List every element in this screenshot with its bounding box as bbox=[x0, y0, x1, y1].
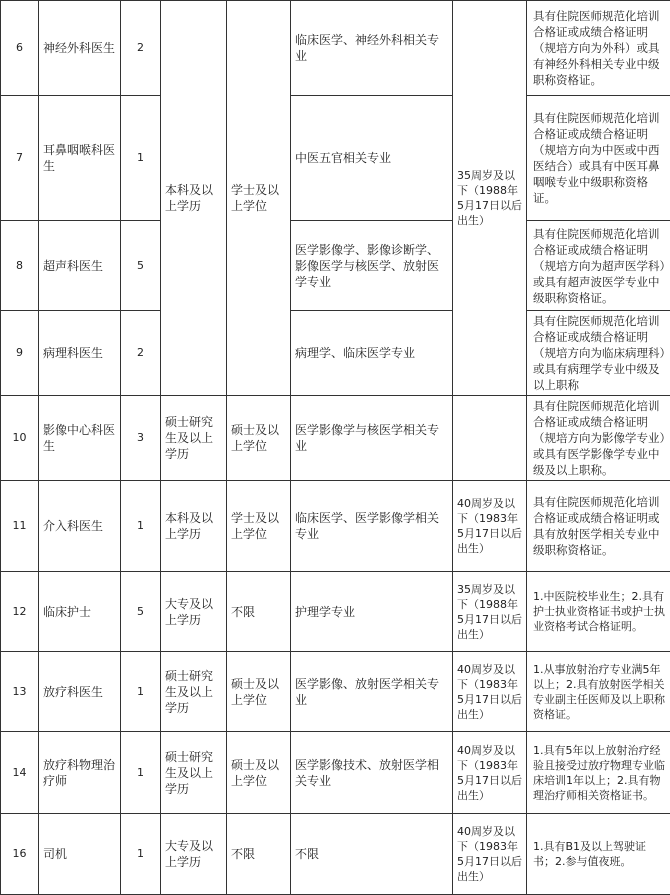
education-requirement: 硕士研究生及以上学历 bbox=[161, 652, 227, 732]
degree-requirement: 不限 bbox=[227, 572, 291, 652]
row-number: 10 bbox=[1, 396, 39, 481]
degree-requirement: 学士及以上学位 bbox=[227, 1, 291, 396]
major-requirement: 不限 bbox=[291, 814, 453, 895]
other-requirement: 1.具有5年以上放射治疗经验且接受过放疗物理专业临床培训1年以上；2.具有物理治疗师相关资格证书。 bbox=[527, 732, 670, 814]
age-requirement: 40周岁及以下（1983年5月17日以后出生） bbox=[453, 652, 527, 732]
post-count: 5 bbox=[121, 572, 161, 652]
row-number: 11 bbox=[1, 481, 39, 572]
row-number: 13 bbox=[1, 652, 39, 732]
post-count: 1 bbox=[121, 732, 161, 814]
post-count: 1 bbox=[121, 814, 161, 895]
table-row bbox=[1, 221, 670, 311]
degree-requirement: 硕士及以上学位 bbox=[227, 396, 291, 481]
major-requirement: 医学影像技术、放射医学相关专业 bbox=[291, 732, 453, 814]
post-name: 影像中心科医生 bbox=[39, 396, 121, 481]
post-count: 1 bbox=[121, 652, 161, 732]
education-requirement: 硕士研究生及以上学历 bbox=[161, 732, 227, 814]
post-count: 1 bbox=[121, 481, 161, 572]
age-requirement bbox=[453, 396, 527, 481]
post-name: 放疗科物理治疗师 bbox=[39, 732, 121, 814]
age-requirement: 35周岁及以下（1988年5月17日以后出生） bbox=[453, 1, 527, 396]
post-count: 3 bbox=[121, 396, 161, 481]
age-requirement: 40周岁及以下（1983年5月17日以后出生） bbox=[453, 814, 527, 895]
row-number: 16 bbox=[1, 814, 39, 895]
other-requirement: 具有住院医师规范化培训合格证或成绩合格证明（规培方向为影像学专业）或具有医学影像学专业中级及以上职称。 bbox=[527, 396, 670, 481]
other-requirement: 具有住院医师规范化培训合格证或成绩合格证明或具有放射医学相关专业中级职称资格证。 bbox=[527, 481, 670, 572]
other-requirement: 具有住院医师规范化培训合格证或成绩合格证明（规培方向为中医或中西医结合）或具有中医耳鼻咽喉专业中级职称资格证。 bbox=[527, 96, 670, 221]
other-requirement: 具有住院医师规范化培训合格证或成绩合格证明（规培方向为临床病理科）或具有病理学专业中级及以上职称 bbox=[527, 311, 670, 396]
post-name: 临床护士 bbox=[39, 572, 121, 652]
major-requirement: 医学影像、放射医学相关专业 bbox=[291, 652, 453, 732]
degree-requirement: 硕士及以上学位 bbox=[227, 732, 291, 814]
age-requirement: 35周岁及以下（1988年5月17日以后出生） bbox=[453, 572, 527, 652]
post-name: 放疗科医生 bbox=[39, 652, 121, 732]
other-requirement: 1.从事放射治疗专业满5年以上；2.具有放射医学相关专业副主任医师及以上职称资格证。 bbox=[527, 652, 670, 732]
post-name: 神经外科医生 bbox=[39, 1, 121, 96]
degree-requirement: 硕士及以上学位 bbox=[227, 652, 291, 732]
other-requirement: 具有住院医师规范化培训合格证或成绩合格证明（规培方向为外科）或具有神经外科相关专业中级职称资格证。 bbox=[527, 1, 670, 96]
row-number: 6 bbox=[1, 1, 39, 96]
row-number: 8 bbox=[1, 221, 39, 311]
row-number: 9 bbox=[1, 311, 39, 396]
post-count: 2 bbox=[121, 311, 161, 396]
post-name: 介入科医生 bbox=[39, 481, 121, 572]
age-requirement: 40周岁及以下（1983年5月17日以后出生） bbox=[453, 481, 527, 572]
post-name: 司机 bbox=[39, 814, 121, 895]
table-row bbox=[1, 96, 670, 221]
table-row bbox=[1, 572, 670, 652]
row-number: 7 bbox=[1, 96, 39, 221]
major-requirement: 病理学、临床医学专业 bbox=[291, 311, 453, 396]
table-row bbox=[1, 396, 670, 481]
table-row bbox=[1, 481, 670, 572]
other-requirement: 1.具有B1及以上驾驶证书；2.参与值夜班。 bbox=[527, 814, 670, 895]
row-number: 14 bbox=[1, 732, 39, 814]
major-requirement: 临床医学、医学影像学相关专业 bbox=[291, 481, 453, 572]
other-requirement: 具有住院医师规范化培训合格证或成绩合格证明（规培方向为超声医学科）或具有超声波医学专业中级职称资格证。 bbox=[527, 221, 670, 311]
post-name: 病理科医生 bbox=[39, 311, 121, 396]
education-requirement: 硕士研究生及以上学历 bbox=[161, 396, 227, 481]
table-row bbox=[1, 732, 670, 814]
education-requirement: 大专及以上学历 bbox=[161, 814, 227, 895]
table-row bbox=[1, 814, 670, 895]
major-requirement: 医学影像学与核医学相关专业 bbox=[291, 396, 453, 481]
education-requirement: 本科及以上学历 bbox=[161, 1, 227, 396]
other-requirement: 1.中医院校毕业生；2.具有护士执业资格证书或护士执业资格考试合格证明。 bbox=[527, 572, 670, 652]
degree-requirement: 学士及以上学位 bbox=[227, 481, 291, 572]
table-row bbox=[1, 1, 670, 96]
major-requirement: 中医五官相关专业 bbox=[291, 96, 453, 221]
table-row bbox=[1, 311, 670, 396]
row-number: 12 bbox=[1, 572, 39, 652]
post-name: 超声科医生 bbox=[39, 221, 121, 311]
education-requirement: 本科及以上学历 bbox=[161, 481, 227, 572]
age-requirement: 40周岁及以下（1983年5月17日以后出生） bbox=[453, 732, 527, 814]
major-requirement: 临床医学、神经外科相关专业 bbox=[291, 1, 453, 96]
post-count: 5 bbox=[121, 221, 161, 311]
major-requirement: 医学影像学、影像诊断学、影像医学与核医学、放射医学专业 bbox=[291, 221, 453, 311]
post-name: 耳鼻咽喉科医生 bbox=[39, 96, 121, 221]
table-row bbox=[1, 652, 670, 732]
education-requirement: 大专及以上学历 bbox=[161, 572, 227, 652]
degree-requirement: 不限 bbox=[227, 814, 291, 895]
post-count: 2 bbox=[121, 1, 161, 96]
major-requirement: 护理学专业 bbox=[291, 572, 453, 652]
post-count: 1 bbox=[121, 96, 161, 221]
